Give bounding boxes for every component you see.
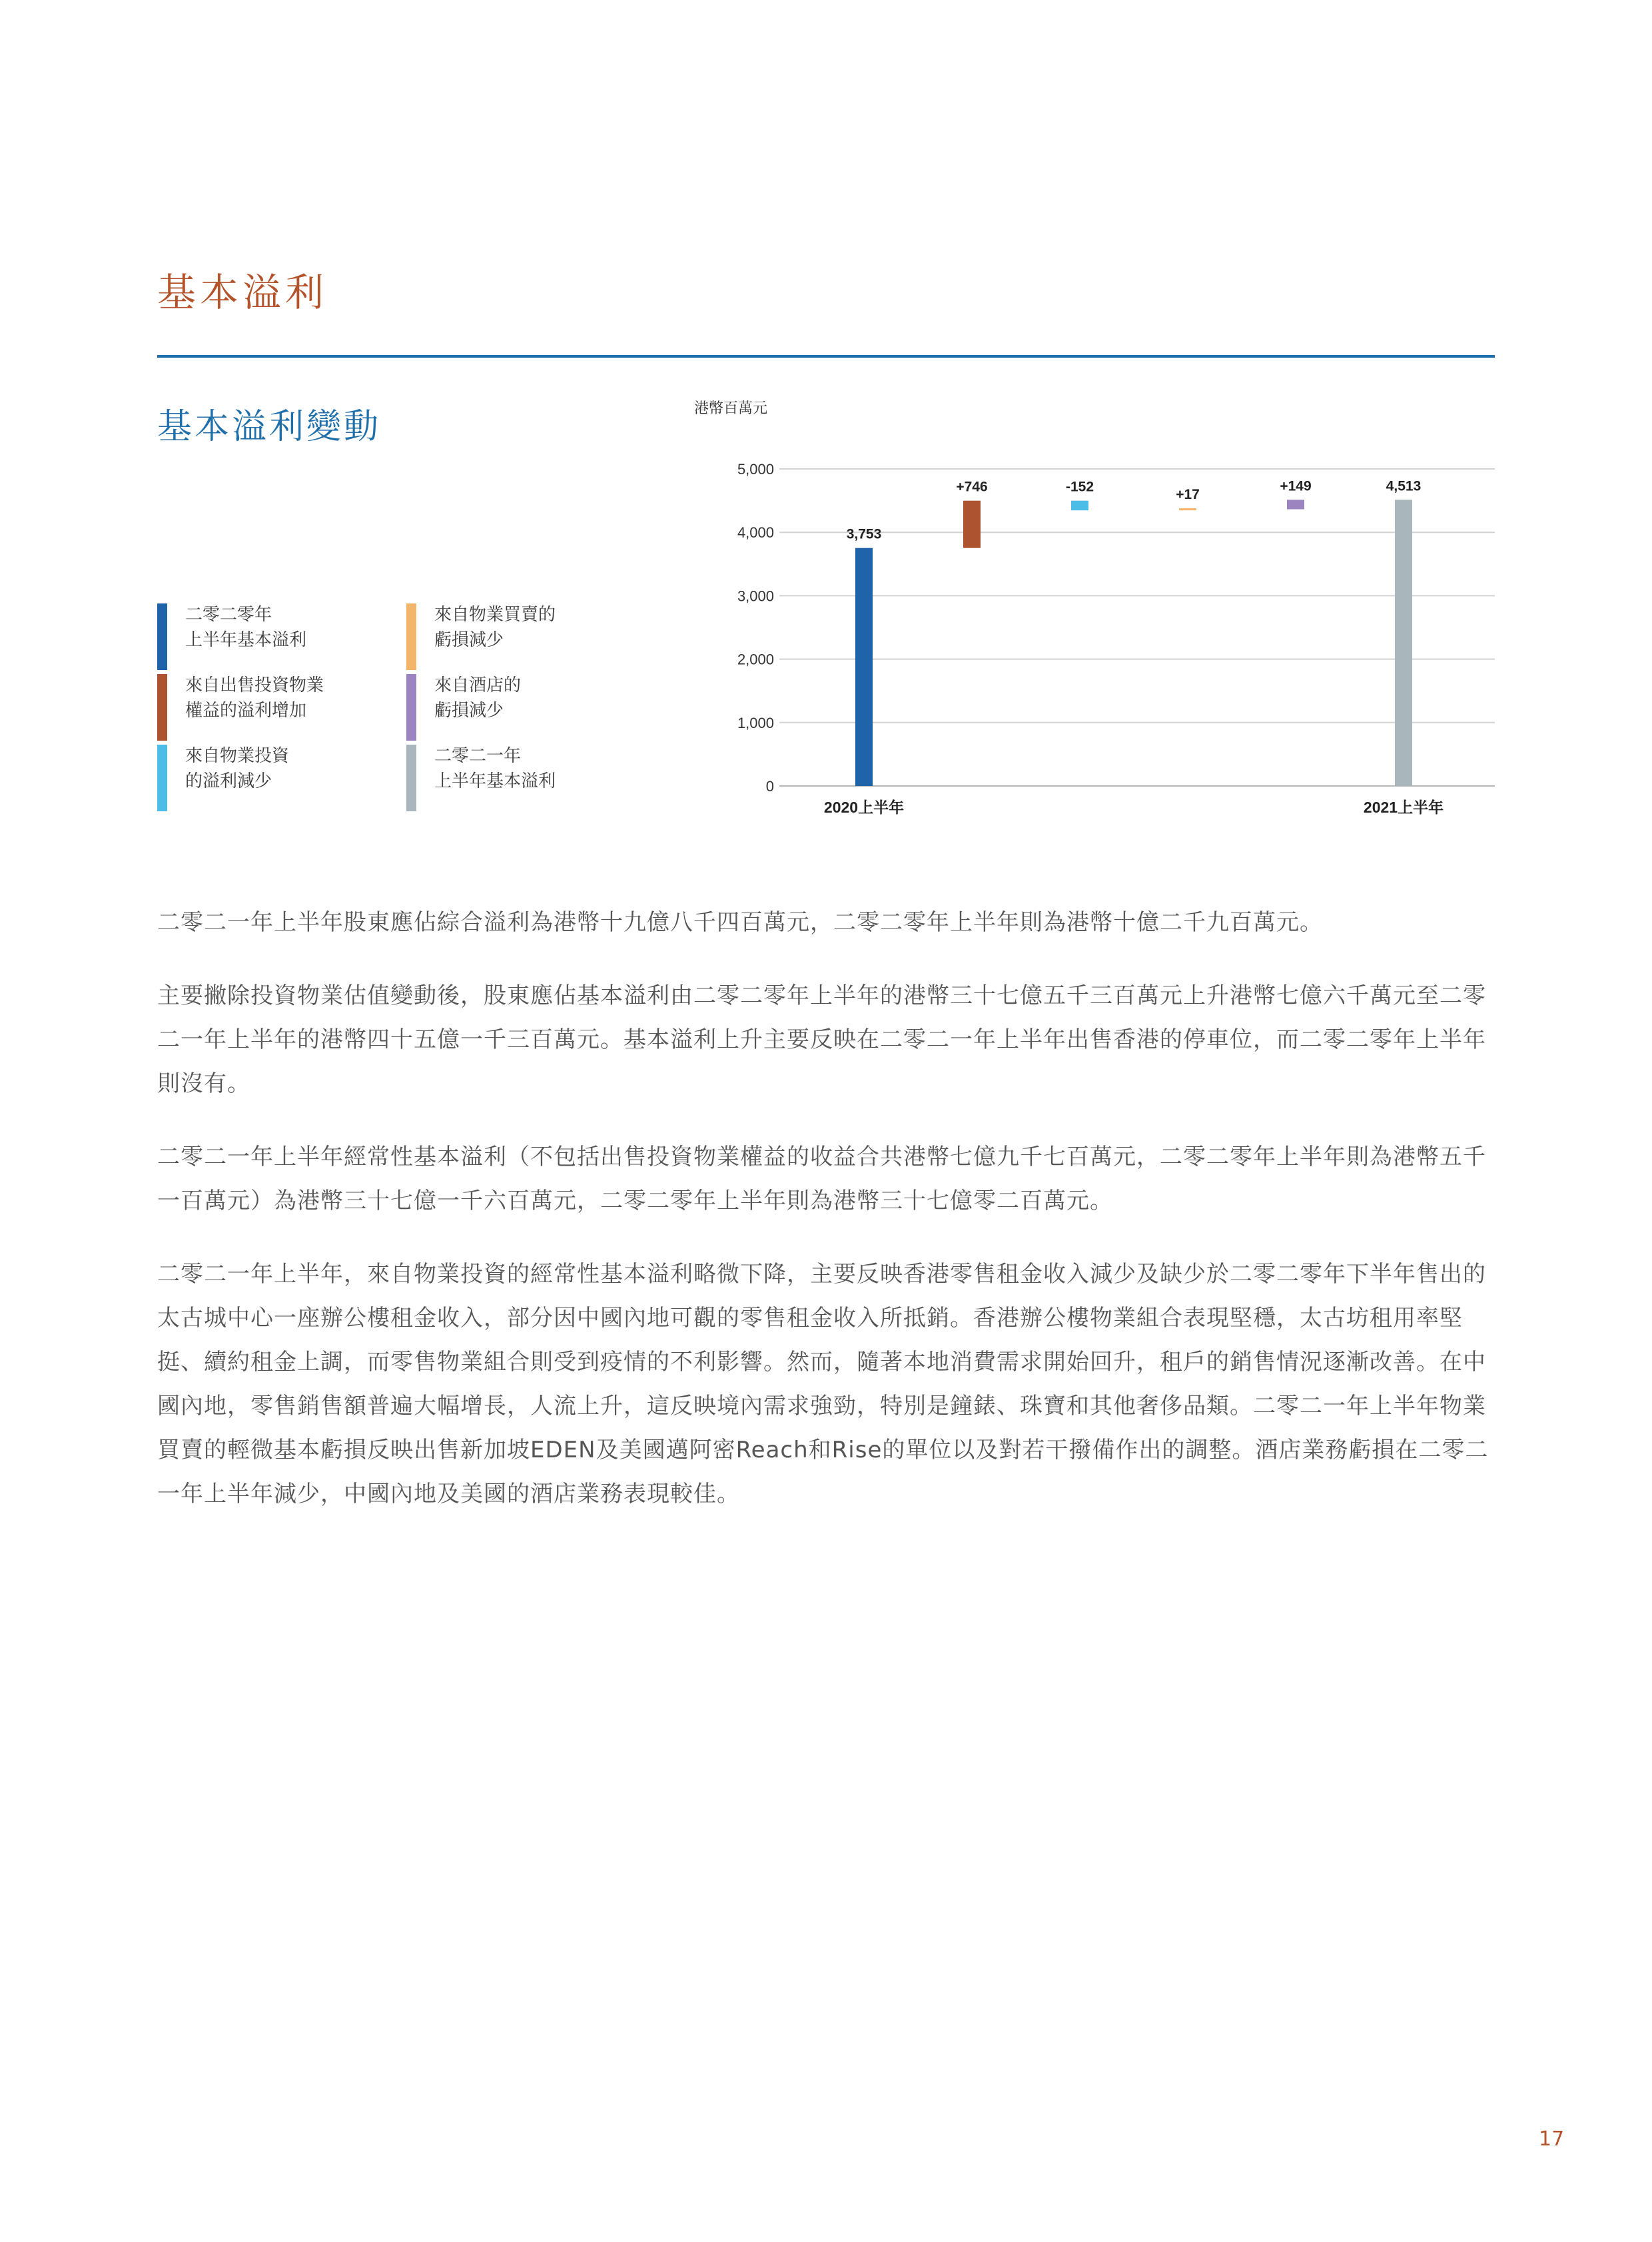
bar <box>1287 500 1304 509</box>
bar <box>1395 500 1412 786</box>
y-tick-label: 0 <box>765 778 774 795</box>
y-tick-label: 1,000 <box>737 714 774 731</box>
data-label: -152 <box>1065 479 1094 495</box>
legend-label: 來自酒店的 虧損減少 <box>434 675 522 721</box>
data-label: +149 <box>1280 478 1312 494</box>
paragraph: 二零二一年上半年股東應佔綜合溢利為港幣十九億八千四百萬元，二零二零年上半年則為港幣十億二千九百萬元。 <box>157 909 1323 936</box>
title-divider <box>157 355 1495 358</box>
legend-item <box>406 603 646 670</box>
y-tick-label: 4,000 <box>737 524 774 542</box>
legend-item <box>406 745 646 811</box>
y-axis-unit-label: 港幣百萬元 <box>694 400 768 416</box>
data-label: 3,753 <box>846 526 882 542</box>
legend-swatch <box>406 603 416 670</box>
legend-label: 來自物業買賣的 虧損減少 <box>434 605 556 650</box>
bar <box>963 501 981 548</box>
legend-swatch <box>157 745 167 811</box>
body-text <box>157 901 1496 1545</box>
bar <box>1179 508 1196 510</box>
x-tick-label: 2021上半年 <box>1363 799 1444 816</box>
data-label: +746 <box>956 479 988 495</box>
legend-item <box>406 674 646 741</box>
x-tick-label: 2020上半年 <box>823 799 905 816</box>
legend-label: 來自出售投資物業 權益的溢利增加 <box>185 675 324 721</box>
legend-item <box>157 674 397 741</box>
chart-heading: 基本溢利變動 <box>157 407 382 447</box>
legend-item <box>157 745 397 811</box>
legend-swatch <box>406 745 416 811</box>
legend-swatch <box>406 674 416 741</box>
section-title: 基本溢利 <box>157 270 328 315</box>
legend-label: 二零二一年 上半年基本溢利 <box>434 746 556 791</box>
y-tick-label: 2,000 <box>737 651 774 668</box>
page-number: 17 <box>1539 2127 1565 2151</box>
y-tick-label: 5,000 <box>737 461 774 478</box>
data-label: +17 <box>1176 487 1200 503</box>
legend-item <box>157 603 397 670</box>
waterfall-chart <box>666 393 1505 833</box>
paragraph: 主要撇除投資物業估值變動後，股東應佔基本溢利由二零二零年上半年的港幣三十七億五千三百萬元上升港幣七億六千萬元至二零二一年上半年的港幣四十五億一千三百萬元。基本溢利上升主要反映在二零二一年上半年出售香港的停車位，而二零二零年上半年則沒有。 <box>157 982 1486 1097</box>
paragraph: 二零二一年上半年，來自物業投資的經常性基本溢利略微下降，主要反映香港零售租金收入減少及缺少於二零二零年下半年售出的太古城中心一座辦公樓租金收入，部分因中國內地可觀的零售租金收入所抵銷。香港辦公樓物業組合表現堅穩，太古坊租用率堅挺、續約租金上調，而零售物業組合則受到疫情的不利影響。然而，隨著本地消費需求開始回升，租戶的銷售情況逐漸改善。在中國內地，零售銷售額普遍大幅增長，人流上升，這反映境內需求強勁，特別是鐘錶、珠寶和其他奢侈品類。二零二一年上半年物業買賣的輕微基本虧損反映出售新加坡EDEN及美國邁阿密Reach和Rise的單位以及對若干撥備作出的調整。酒店業務虧損在二零二一年上半年減少，中國內地及美國的酒店業務表現較佳。 <box>157 1261 1489 1507</box>
legend-label: 二零二零年 上半年基本溢利 <box>185 605 307 650</box>
paragraph: 二零二一年上半年經常性基本溢利（不包括出售投資物業權益的收益合共港幣七億九千七百萬元，二零二零年上半年則為港幣五千一百萬元）為港幣三十七億一千六百萬元，二零二零年上半年則為港幣三十七億零二百萬元。 <box>157 1144 1486 1214</box>
bar <box>855 548 873 786</box>
y-tick-label: 3,000 <box>737 587 774 605</box>
legend-swatch <box>157 674 167 741</box>
legend-label: 來自物業投資 的溢利減少 <box>185 746 290 791</box>
chart-legend <box>157 603 657 815</box>
legend-swatch <box>157 603 167 670</box>
bar <box>1071 501 1088 510</box>
data-label: 4,513 <box>1386 478 1422 494</box>
